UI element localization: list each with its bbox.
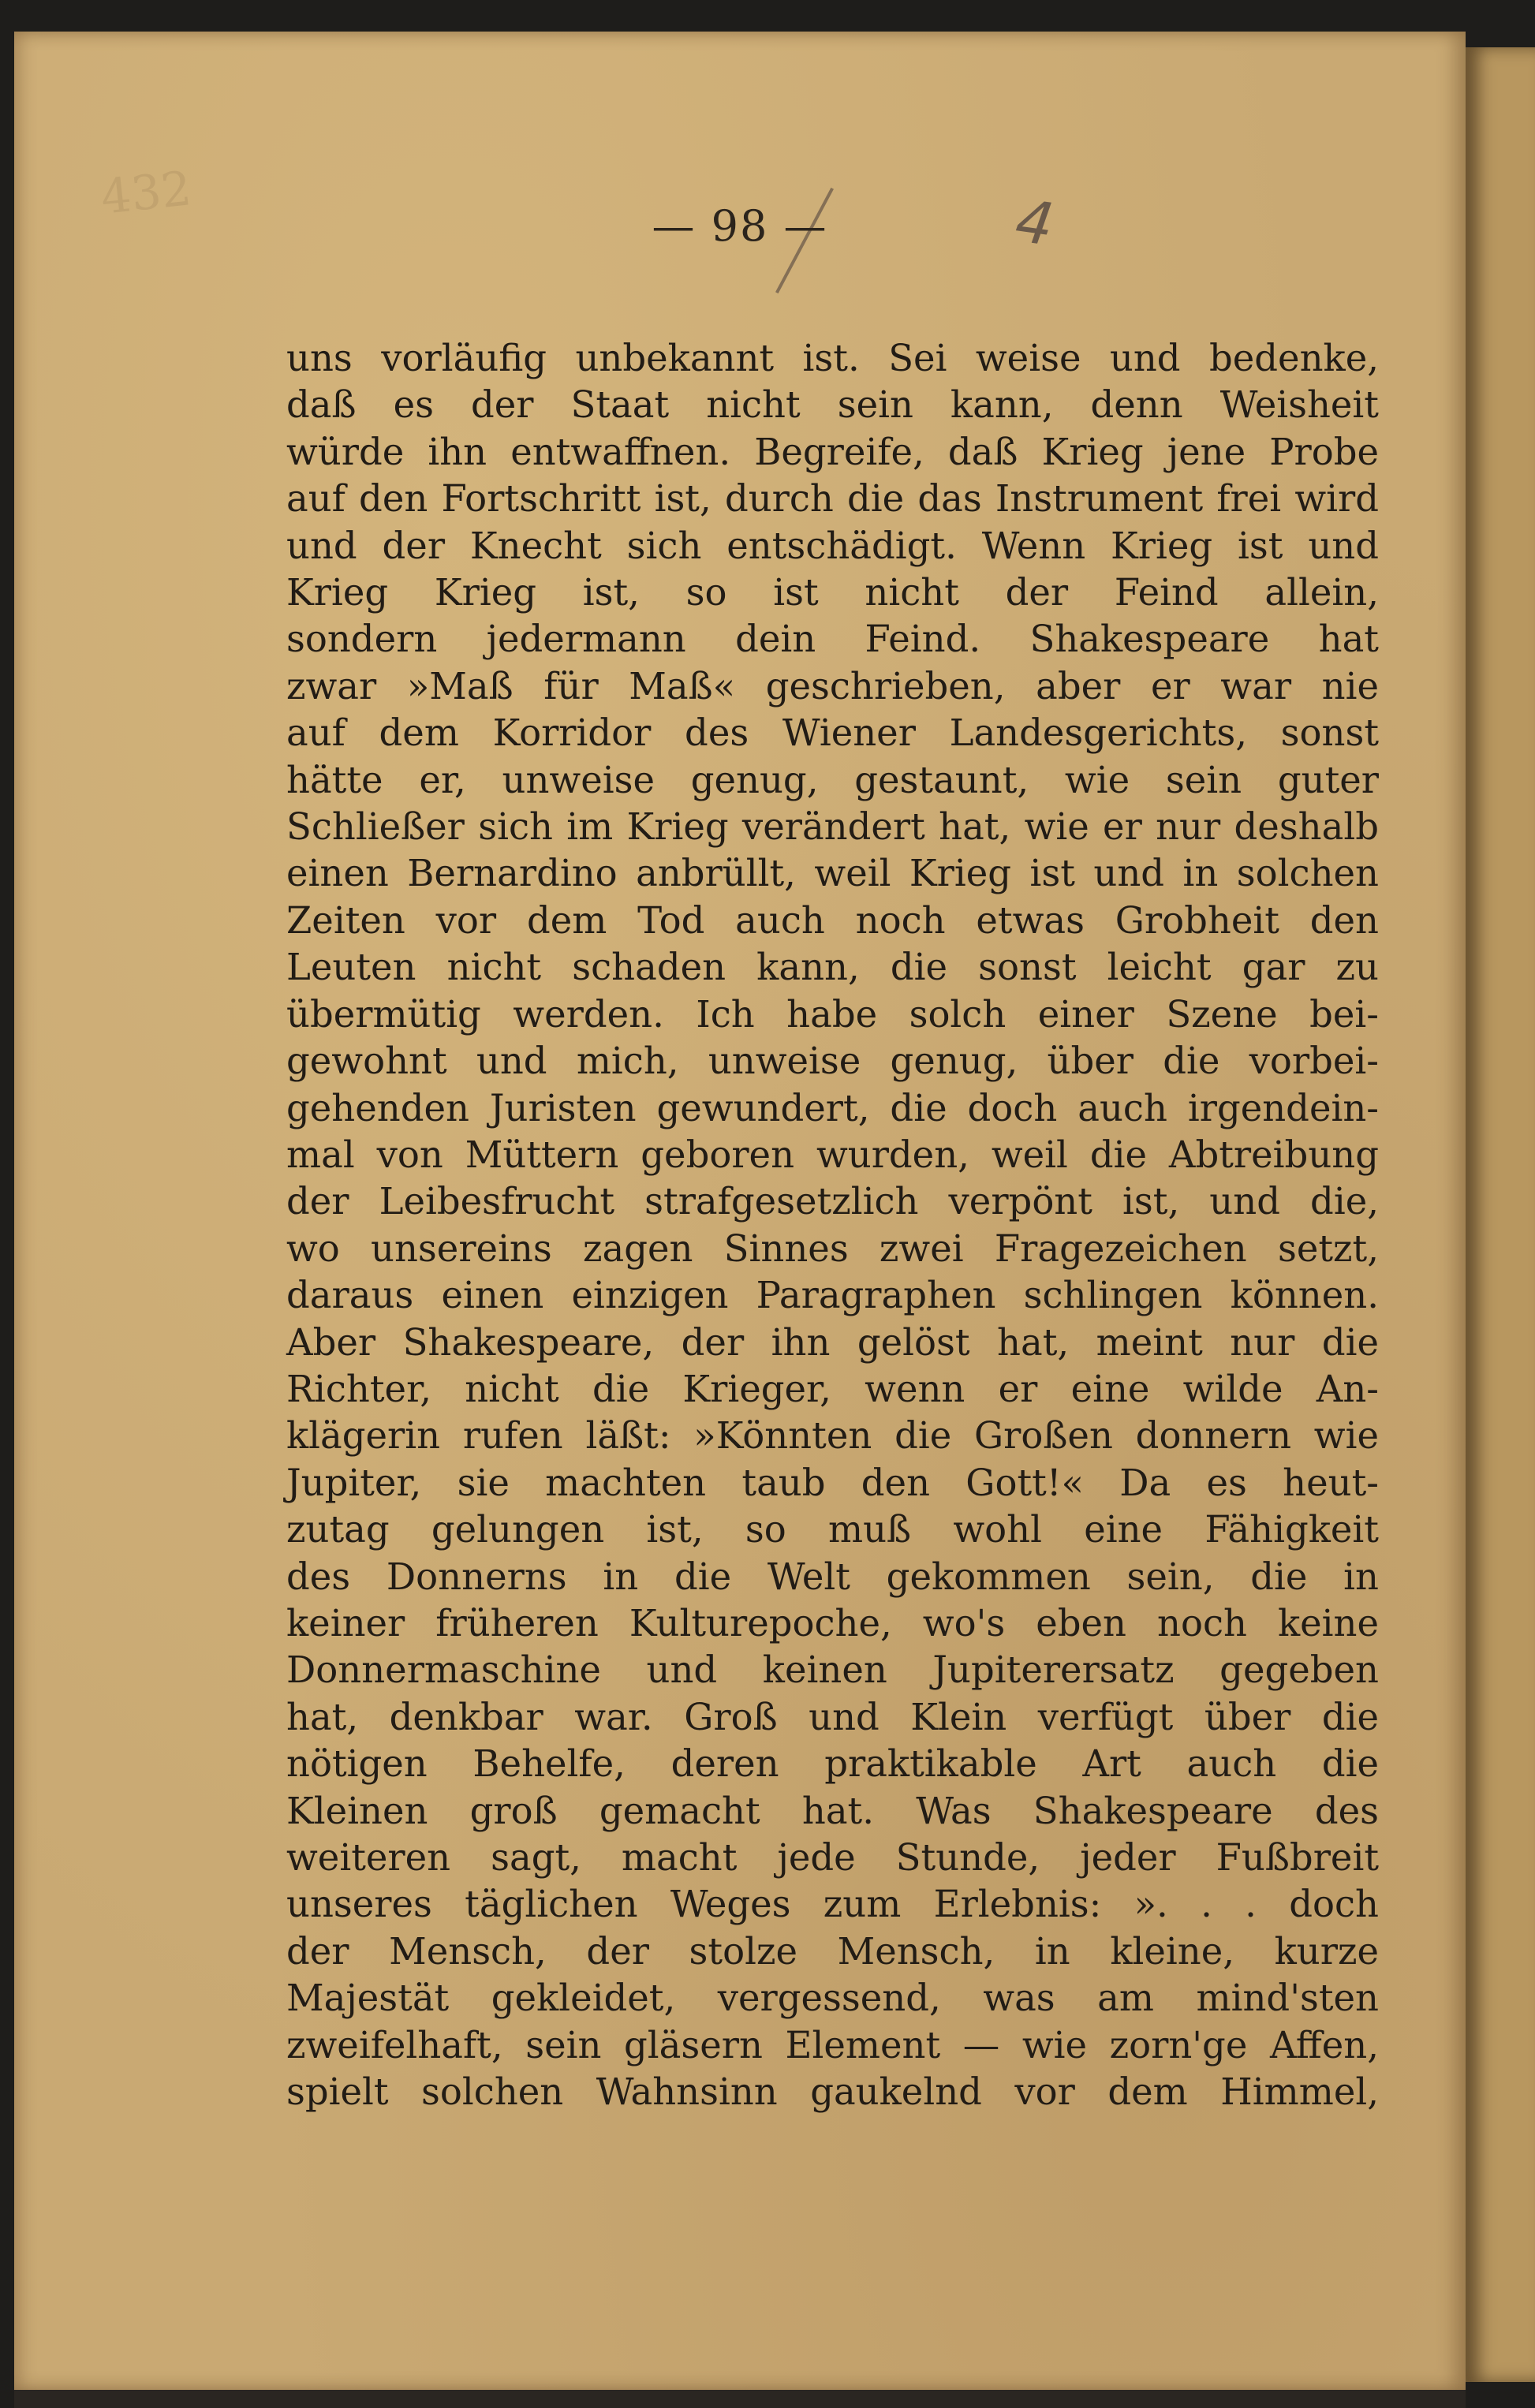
text-line: zutag gelungen ist, so muß wohl eine Fähigkeit: [286, 1508, 1379, 1551]
text-line: sondern jedermann dein Feind. Shakespeare hat: [286, 618, 1379, 661]
text-line: unseres täglichen Weges zum Erlebnis: ». . . doch: [286, 1883, 1379, 1926]
text-line: Leuten nicht schaden kann, die sonst leicht gar zu: [286, 946, 1379, 989]
text-line: würde ihn entwaffnen. Begreife, daß Krieg jene Probe: [286, 430, 1379, 473]
text-line: Zeiten vor dem Tod auch noch etwas Grobheit den: [286, 898, 1379, 942]
text-line: Richter, nicht die Krieger, wenn er eine wilde An-: [286, 1367, 1379, 1410]
text-line: mal von Müttern geboren wurden, weil die Abtreibung: [286, 1133, 1379, 1176]
text-line: Majestät gekleidet, vergessend, was am mind'sten: [286, 1977, 1379, 2020]
text-line: und der Knecht sich entschädigt. Wenn Krieg ist und: [286, 524, 1379, 567]
text-line: auf den Fortschritt ist, durch die das Instrument frei wird: [286, 477, 1379, 521]
text-line: Krieg Krieg ist, so ist nicht der Feind allein,: [286, 571, 1379, 614]
text-line: Aber Shakespeare, der ihn gelöst hat, meint nur die: [286, 1320, 1379, 1364]
text-line: Jupiter, sie machten taub den Gott!« Da es heut-: [286, 1461, 1379, 1504]
text-line: des Donnerns in die Welt gekommen sein, die in: [286, 1555, 1379, 1598]
body-text: [286, 335, 1379, 2115]
text-line: keiner früheren Kulturepoche, wo's eben noch keine: [286, 1601, 1379, 1645]
text-line: klägerin rufen läßt: »Könnten die Großen donnern wie: [286, 1414, 1379, 1458]
handwritten-folio-number: 4: [1011, 187, 1058, 259]
paper-sheet: [14, 32, 1466, 2390]
text-line: zwar »Maß für Maß« geschrieben, aber er war nie: [286, 664, 1379, 707]
text-line: der Mensch, der stolze Mensch, in kleine, kurze: [286, 1929, 1379, 1973]
text-line: zweifelhaft, sein gläsern Element — wie zorn'ge Affen,: [286, 2023, 1379, 2066]
text-line: hat, denkbar war. Groß und Klein verfügt über die: [286, 1695, 1379, 1738]
text-line: Donnermaschine und keinen Jupiterersatz gegeben: [286, 1648, 1379, 1692]
text-line: gehenden Juristen gewundert, die doch auch irgendein-: [286, 1086, 1379, 1129]
text-line: gewohnt und mich, unweise genug, über die vorbei-: [286, 1040, 1379, 1083]
text-line: Kleinen groß gemacht hat. Was Shakespeare des: [286, 1789, 1379, 1832]
page-number-header: — 98 —: [652, 201, 828, 251]
text-line: der Leibesfrucht strafgesetzlich verpönt ist, und die,: [286, 1180, 1379, 1223]
text-line: nötigen Behelfe, deren praktikable Art auch die: [286, 1742, 1379, 1786]
text-line: wo unsereins zagen Sinnes zwei Fragezeichen setzt,: [286, 1226, 1379, 1270]
next-page-edge: [1466, 47, 1535, 2382]
text-line: übermütig werden. Ich habe solch einer Szene bei-: [286, 992, 1379, 1036]
text-line: einen Bernardino anbrüllt, weil Krieg ist und in solchen: [286, 852, 1379, 895]
text-line: uns vorläufig unbekannt ist. Sei weise und bedenke,: [286, 337, 1379, 379]
faint-pencil-mark: 432: [98, 161, 194, 226]
text-line: weiteren sagt, macht jede Stunde, jeder Fußbreit: [286, 1836, 1379, 1879]
bottom-binding-edge: [14, 2390, 1466, 2408]
text-line: hätte er, unweise genug, gestaunt, wie sein guter: [286, 758, 1379, 801]
text-line: spielt solchen Wahnsinn gaukelnd vor dem Himmel,: [286, 2070, 1379, 2114]
text-line: daraus einen einzigen Paragraphen schlingen können.: [286, 1274, 1379, 1317]
text-line: Schließer sich im Krieg verändert hat, wie er nur deshalb: [286, 805, 1379, 849]
text-line: auf dem Korridor des Wiener Landesgerichts, sonst: [286, 711, 1379, 755]
text-line: daß es der Staat nicht sein kann, denn Weisheit: [286, 383, 1379, 427]
